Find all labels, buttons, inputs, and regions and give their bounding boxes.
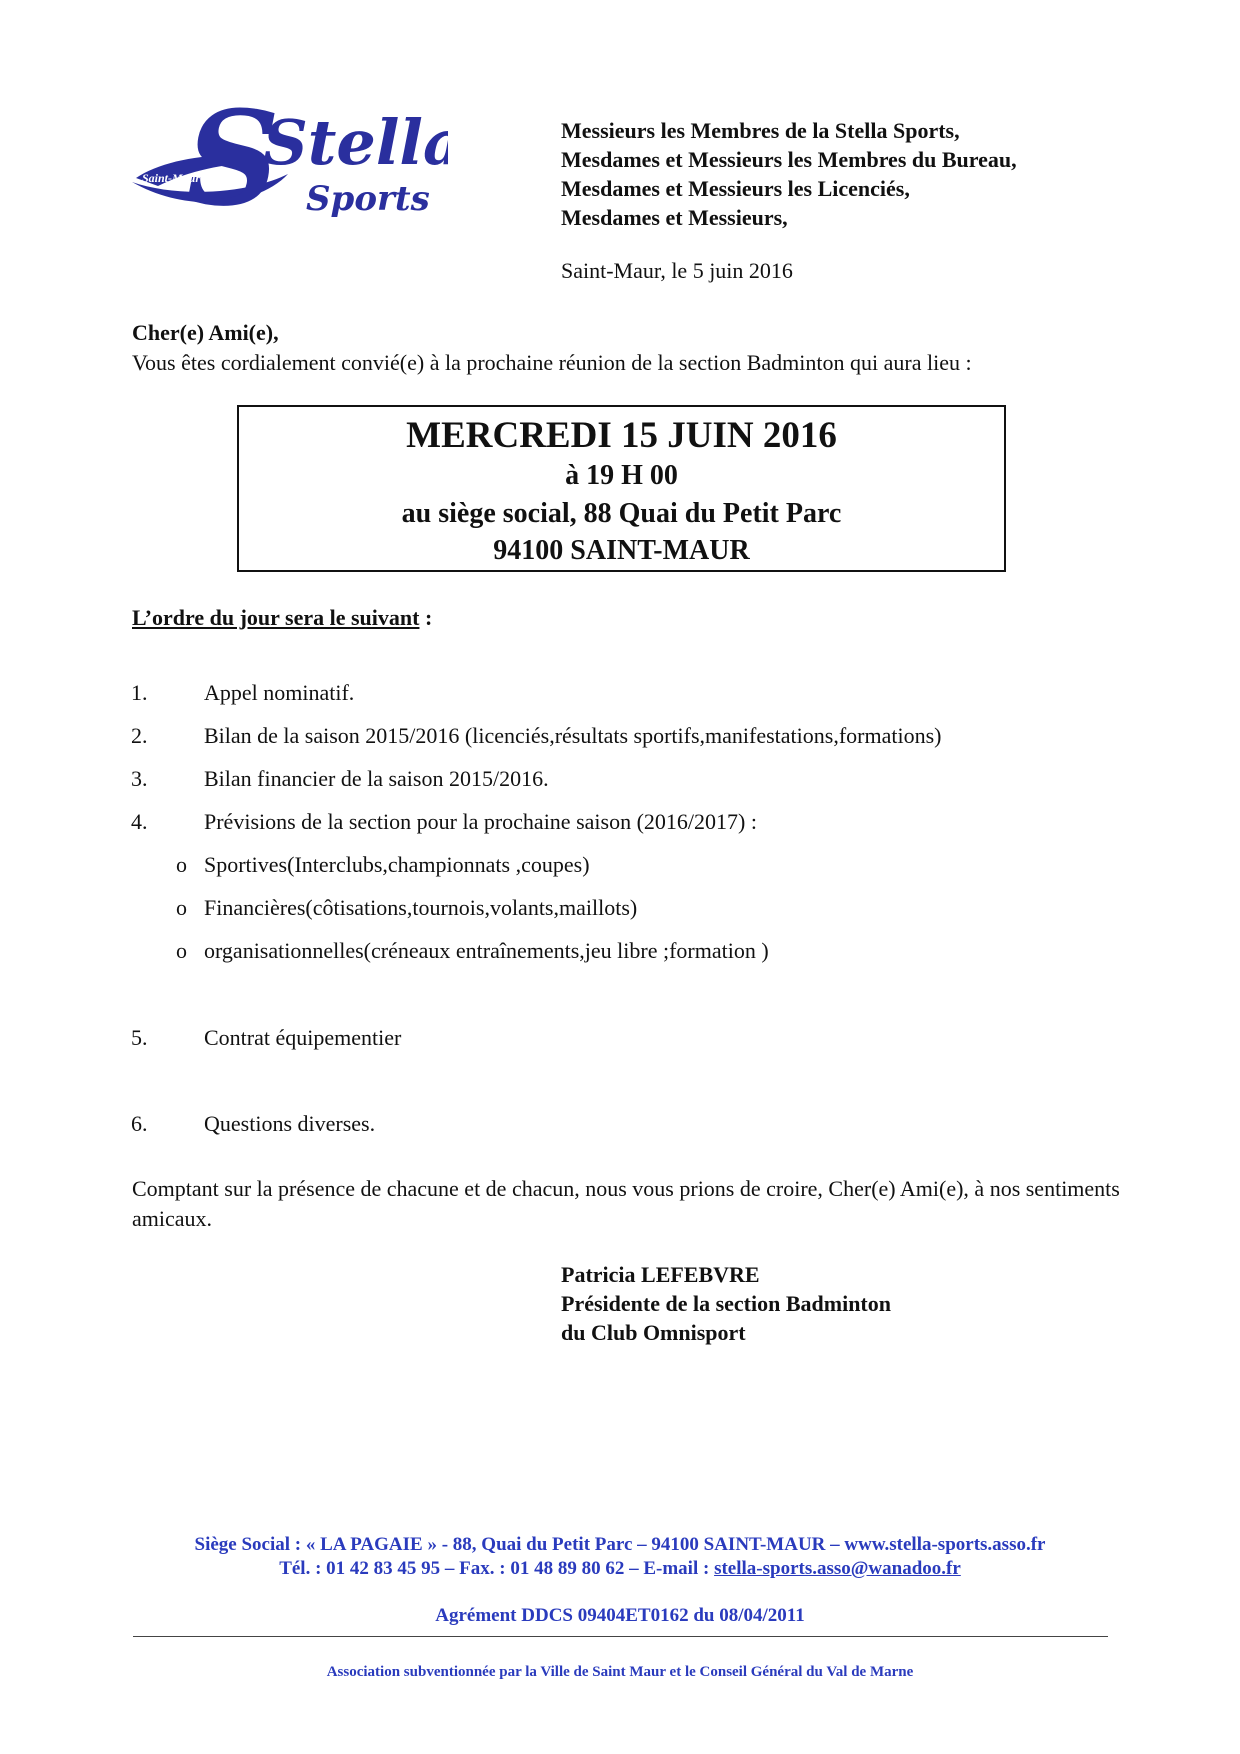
footer-phone-fax: Tél. : 01 42 83 45 95 – Fax. : 01 48 89 80 62 – E-mail : (279, 1558, 715, 1579)
meeting-details-box (237, 405, 1006, 572)
agenda-item-text: Bilan de la saison 2015/2016 (licenciés,résultats sportifs,manifestations,formations) (204, 723, 942, 748)
meeting-place: au siège social, 88 Quai du Petit Parc (401, 498, 842, 529)
agenda-item-number: 2. (131, 723, 148, 748)
svg-text:Stella: Stella (263, 106, 448, 179)
signatory-club: du Club Omnisport (561, 1320, 746, 1345)
svg-text:Sports: Sports (306, 179, 430, 219)
agenda-item-text: Questions diverses. (204, 1111, 376, 1136)
letter-date: Saint-Maur, le 5 juin 2016 (561, 258, 793, 283)
signature-block (561, 1260, 891, 1347)
agenda-sub-item-text: Sportives(Interclubs,championnats ,coupes) (204, 852, 590, 877)
meeting-time: à 19 H 00 (565, 460, 678, 491)
signatory-name: Patricia LEFEBVRE (561, 1262, 760, 1287)
agenda-title-text: L’ordre du jour sera le suivant (132, 605, 420, 630)
logo-graphic (128, 86, 448, 236)
stella-sports-logo (128, 86, 448, 236)
agenda-sub-item-text: organisationnelles(créneaux entraînements,jeu libre ;formation ) (204, 938, 769, 963)
addressee-line: Messieurs les Membres de la Stella Sports, (561, 118, 960, 143)
meeting-city: 94100 SAINT-MAUR (493, 535, 750, 566)
intro-text: Vous êtes cordialement convié(e) à la prochaine réunion de la section Badminton qui aura lieu : (132, 350, 972, 375)
bullet-icon: o (176, 895, 187, 920)
agenda-item-number: 4. (131, 809, 148, 834)
footer-divider (133, 1636, 1108, 1637)
agenda-item-number: 6. (131, 1111, 148, 1136)
salutation: Cher(e) Ami(e), (132, 320, 279, 345)
svg-text:S: S (186, 86, 280, 235)
svg-text:Saint-Maur: Saint-Maur (142, 171, 201, 185)
bullet-icon: o (176, 938, 187, 963)
agenda-item-text: Prévisions de la section pour la prochaine saison (2016/2017) : (204, 809, 757, 834)
addressee-line: Mesdames et Messieurs les Membres du Bureau, (561, 147, 1017, 172)
meeting-date: MERCREDI 15 JUIN 2016 (406, 415, 837, 456)
agenda-item-number: 1. (131, 680, 148, 705)
agenda-sub-item-text: Financières(côtisations,tournois,volants,maillots) (204, 895, 638, 920)
agenda-item-text: Bilan financier de la saison 2015/2016. (204, 766, 549, 791)
closing-paragraph: Comptant sur la présence de chacune et de chacun, nous vous prions de croire, Cher(e) Ami(e), à nos sentiments amicaux. (132, 1176, 1120, 1231)
footer-agreement: Agrément DDCS 09404ET0162 du 08/04/2011 (435, 1605, 805, 1626)
agenda-title (132, 605, 432, 631)
agenda-title-colon: : (419, 605, 433, 630)
agenda-item-number: 3. (131, 766, 148, 791)
agenda-item-text: Appel nominatif. (204, 680, 355, 705)
footer-subsidy-note: Association subventionnée par la Ville de Saint Maur et le Conseil Général du Val de Marne (326, 1664, 914, 1680)
footer-address: Siège Social : « LA PAGAIE » - 88, Quai du Petit Parc – 94100 SAINT-MAUR – www.stella-sports.asso.fr (194, 1534, 1046, 1555)
signatory-title: Présidente de la section Badminton (561, 1291, 891, 1316)
footer-contact (0, 1558, 1240, 1580)
bullet-icon: o (176, 852, 187, 877)
addressee-line: Mesdames et Messieurs les Licenciés, (561, 176, 910, 201)
agenda-item-number: 5. (131, 1025, 148, 1050)
addressee-block (561, 116, 1017, 232)
footer-email-link[interactable]: stella-sports.asso@wanadoo.fr (714, 1558, 961, 1579)
agenda-item-text: Contrat équipementier (204, 1025, 402, 1050)
addressee-line: Mesdames et Messieurs, (561, 205, 788, 230)
